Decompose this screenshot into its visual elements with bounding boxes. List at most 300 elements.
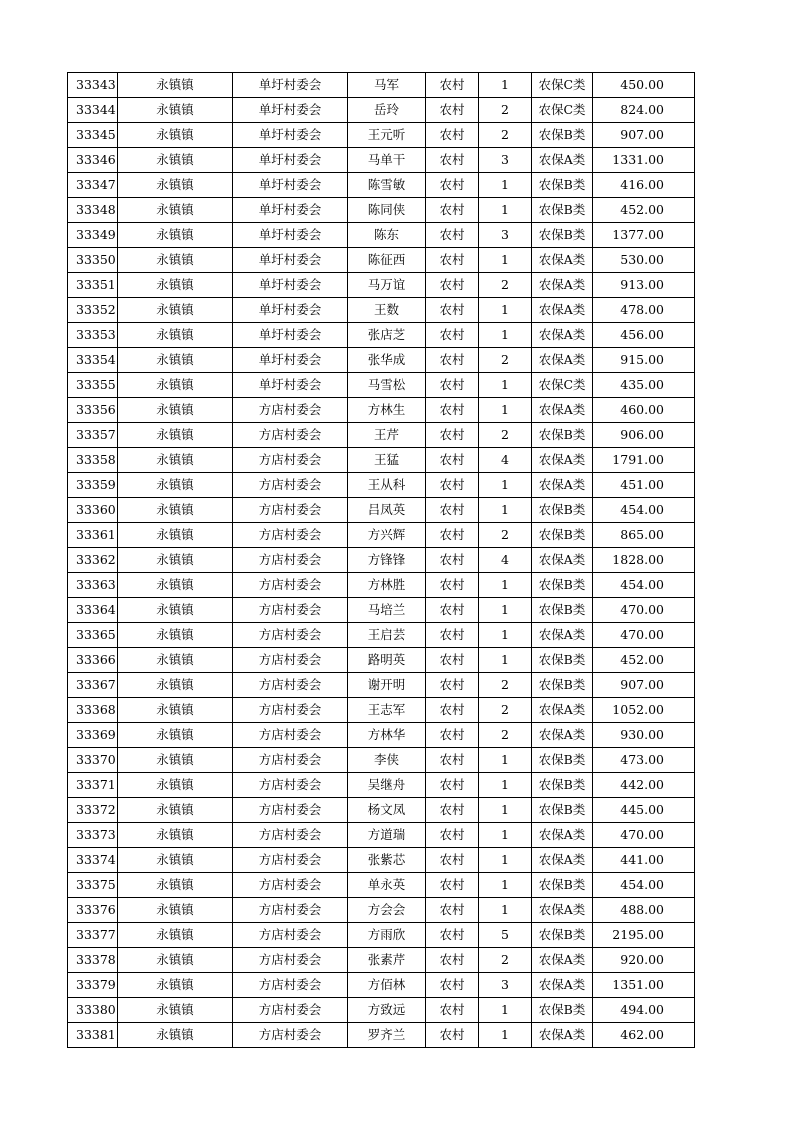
record-id-cell: 33372 (68, 798, 118, 823)
amount-cell: 435.00 (593, 373, 695, 398)
village-committee-cell: 单圩村委会 (233, 248, 348, 273)
record-id-cell: 33369 (68, 723, 118, 748)
family-size-cell: 2 (479, 98, 532, 123)
record-id-cell: 33366 (68, 648, 118, 673)
village-committee-cell: 方店村委会 (233, 923, 348, 948)
insurance-category-cell: 农保B类 (532, 998, 593, 1023)
family-size-cell: 2 (479, 348, 532, 373)
township-cell: 永镇镇 (118, 423, 233, 448)
family-size-cell: 1 (479, 298, 532, 323)
person-name-cell: 王猛 (348, 448, 426, 473)
household-type-cell: 农村 (426, 848, 479, 873)
village-committee-cell: 方店村委会 (233, 648, 348, 673)
insurance-category-cell: 农保A类 (532, 448, 593, 473)
amount-cell: 1351.00 (593, 973, 695, 998)
household-type-cell: 农村 (426, 523, 479, 548)
table-row (68, 773, 695, 798)
person-name-cell: 方雨欣 (348, 923, 426, 948)
insurance-category-cell: 农保B类 (532, 223, 593, 248)
record-id-cell: 33379 (68, 973, 118, 998)
family-size-cell: 3 (479, 973, 532, 998)
village-committee-cell: 方店村委会 (233, 898, 348, 923)
family-size-cell: 1 (479, 873, 532, 898)
village-committee-cell: 方店村委会 (233, 398, 348, 423)
table-row (68, 898, 695, 923)
table-row (68, 473, 695, 498)
record-id-cell: 33376 (68, 898, 118, 923)
amount-cell: 454.00 (593, 573, 695, 598)
household-type-cell: 农村 (426, 448, 479, 473)
amount-cell: 1052.00 (593, 698, 695, 723)
person-name-cell: 谢开明 (348, 673, 426, 698)
family-size-cell: 1 (479, 623, 532, 648)
family-size-cell: 2 (479, 673, 532, 698)
insurance-category-cell: 农保B类 (532, 748, 593, 773)
person-name-cell: 李侠 (348, 748, 426, 773)
record-id-cell: 33347 (68, 173, 118, 198)
village-committee-cell: 方店村委会 (233, 523, 348, 548)
record-id-cell: 33345 (68, 123, 118, 148)
family-size-cell: 2 (479, 723, 532, 748)
table-row (68, 998, 695, 1023)
insurance-category-cell: 农保A类 (532, 723, 593, 748)
amount-cell: 906.00 (593, 423, 695, 448)
family-size-cell: 4 (479, 548, 532, 573)
person-name-cell: 马万谊 (348, 273, 426, 298)
table-row (68, 598, 695, 623)
amount-cell: 470.00 (593, 823, 695, 848)
insurance-category-cell: 农保A类 (532, 398, 593, 423)
insurance-category-cell: 农保B类 (532, 573, 593, 598)
amount-cell: 452.00 (593, 648, 695, 673)
insurance-category-cell: 农保A类 (532, 823, 593, 848)
township-cell: 永镇镇 (118, 923, 233, 948)
family-size-cell: 1 (479, 748, 532, 773)
record-id-cell: 33371 (68, 773, 118, 798)
table-row (68, 223, 695, 248)
record-id-cell: 33343 (68, 73, 118, 98)
insurance-category-cell: 农保B类 (532, 648, 593, 673)
household-type-cell: 农村 (426, 473, 479, 498)
table-row (68, 523, 695, 548)
household-type-cell: 农村 (426, 373, 479, 398)
amount-cell: 530.00 (593, 248, 695, 273)
village-committee-cell: 方店村委会 (233, 998, 348, 1023)
table-row (68, 148, 695, 173)
township-cell: 永镇镇 (118, 898, 233, 923)
family-size-cell: 1 (479, 898, 532, 923)
township-cell: 永镇镇 (118, 223, 233, 248)
record-id-cell: 33346 (68, 148, 118, 173)
insurance-category-cell: 农保A类 (532, 848, 593, 873)
household-type-cell: 农村 (426, 98, 479, 123)
village-committee-cell: 方店村委会 (233, 498, 348, 523)
record-id-cell: 33354 (68, 348, 118, 373)
village-committee-cell: 方店村委会 (233, 723, 348, 748)
household-type-cell: 农村 (426, 748, 479, 773)
township-cell: 永镇镇 (118, 373, 233, 398)
insurance-category-cell: 农保C类 (532, 73, 593, 98)
village-committee-cell: 方店村委会 (233, 873, 348, 898)
insurance-category-cell: 农保A类 (532, 473, 593, 498)
table-row (68, 698, 695, 723)
record-id-cell: 33355 (68, 373, 118, 398)
insurance-category-cell: 农保C类 (532, 98, 593, 123)
township-cell: 永镇镇 (118, 648, 233, 673)
family-size-cell: 5 (479, 923, 532, 948)
record-id-cell: 33360 (68, 498, 118, 523)
record-id-cell: 33367 (68, 673, 118, 698)
household-type-cell: 农村 (426, 398, 479, 423)
family-size-cell: 1 (479, 498, 532, 523)
person-name-cell: 张素芹 (348, 948, 426, 973)
household-type-cell: 农村 (426, 1023, 479, 1048)
table-row (68, 173, 695, 198)
township-cell: 永镇镇 (118, 298, 233, 323)
village-committee-cell: 方店村委会 (233, 823, 348, 848)
table-row (68, 398, 695, 423)
insurance-category-cell: 农保B类 (532, 598, 593, 623)
household-type-cell: 农村 (426, 948, 479, 973)
person-name-cell: 方林生 (348, 398, 426, 423)
township-cell: 永镇镇 (118, 598, 233, 623)
record-id-cell: 33364 (68, 598, 118, 623)
township-cell: 永镇镇 (118, 548, 233, 573)
table-body (68, 73, 695, 1048)
township-cell: 永镇镇 (118, 1023, 233, 1048)
amount-cell: 907.00 (593, 123, 695, 148)
record-id-cell: 33373 (68, 823, 118, 848)
table-row (68, 423, 695, 448)
person-name-cell: 方道瑞 (348, 823, 426, 848)
amount-cell: 478.00 (593, 298, 695, 323)
person-name-cell: 张华成 (348, 348, 426, 373)
amount-cell: 470.00 (593, 623, 695, 648)
township-cell: 永镇镇 (118, 698, 233, 723)
household-type-cell: 农村 (426, 148, 479, 173)
amount-cell: 907.00 (593, 673, 695, 698)
table-row (68, 673, 695, 698)
township-cell: 永镇镇 (118, 248, 233, 273)
township-cell: 永镇镇 (118, 148, 233, 173)
family-size-cell: 2 (479, 423, 532, 448)
record-id-cell: 33374 (68, 848, 118, 873)
village-committee-cell: 方店村委会 (233, 473, 348, 498)
household-type-cell: 农村 (426, 198, 479, 223)
record-id-cell: 33348 (68, 198, 118, 223)
family-size-cell: 1 (479, 573, 532, 598)
person-name-cell: 方佰林 (348, 973, 426, 998)
township-cell: 永镇镇 (118, 123, 233, 148)
household-type-cell: 农村 (426, 598, 479, 623)
household-type-cell: 农村 (426, 173, 479, 198)
record-id-cell: 33349 (68, 223, 118, 248)
record-id-cell: 33370 (68, 748, 118, 773)
village-committee-cell: 方店村委会 (233, 773, 348, 798)
record-id-cell: 33358 (68, 448, 118, 473)
person-name-cell: 马军 (348, 73, 426, 98)
household-type-cell: 农村 (426, 298, 479, 323)
person-name-cell: 马培兰 (348, 598, 426, 623)
township-cell: 永镇镇 (118, 823, 233, 848)
person-name-cell: 陈征西 (348, 248, 426, 273)
household-type-cell: 农村 (426, 673, 479, 698)
township-cell: 永镇镇 (118, 848, 233, 873)
family-size-cell: 1 (479, 648, 532, 673)
amount-cell: 473.00 (593, 748, 695, 773)
record-id-cell: 33363 (68, 573, 118, 598)
table-row (68, 948, 695, 973)
township-cell: 永镇镇 (118, 973, 233, 998)
village-committee-cell: 单圩村委会 (233, 198, 348, 223)
village-committee-cell: 方店村委会 (233, 848, 348, 873)
township-cell: 永镇镇 (118, 273, 233, 298)
township-cell: 永镇镇 (118, 623, 233, 648)
table-row (68, 873, 695, 898)
township-cell: 永镇镇 (118, 448, 233, 473)
amount-cell: 1377.00 (593, 223, 695, 248)
person-name-cell: 张店芝 (348, 323, 426, 348)
insurance-category-cell: 农保A类 (532, 323, 593, 348)
person-name-cell: 王从科 (348, 473, 426, 498)
family-size-cell: 1 (479, 248, 532, 273)
record-id-cell: 33361 (68, 523, 118, 548)
amount-cell: 450.00 (593, 73, 695, 98)
household-type-cell: 农村 (426, 73, 479, 98)
person-name-cell: 单永英 (348, 873, 426, 898)
record-id-cell: 33368 (68, 698, 118, 723)
insurance-category-cell: 农保B类 (532, 173, 593, 198)
person-name-cell: 方兴辉 (348, 523, 426, 548)
village-committee-cell: 单圩村委会 (233, 223, 348, 248)
household-type-cell: 农村 (426, 623, 479, 648)
record-id-cell: 33377 (68, 923, 118, 948)
table-row (68, 123, 695, 148)
village-committee-cell: 方店村委会 (233, 448, 348, 473)
table-row (68, 648, 695, 673)
insurance-category-cell: 农保A类 (532, 698, 593, 723)
amount-cell: 930.00 (593, 723, 695, 748)
family-size-cell: 1 (479, 473, 532, 498)
village-committee-cell: 单圩村委会 (233, 348, 348, 373)
household-type-cell: 农村 (426, 798, 479, 823)
amount-cell: 460.00 (593, 398, 695, 423)
township-cell: 永镇镇 (118, 748, 233, 773)
insurance-category-cell: 农保A类 (532, 548, 593, 573)
insurance-category-cell: 农保B类 (532, 798, 593, 823)
household-type-cell: 农村 (426, 348, 479, 373)
table-row (68, 498, 695, 523)
person-name-cell: 岳玲 (348, 98, 426, 123)
township-cell: 永镇镇 (118, 73, 233, 98)
record-id-cell: 33350 (68, 248, 118, 273)
record-id-cell: 33344 (68, 98, 118, 123)
amount-cell: 470.00 (593, 598, 695, 623)
amount-cell: 865.00 (593, 523, 695, 548)
person-name-cell: 王启芸 (348, 623, 426, 648)
village-committee-cell: 单圩村委会 (233, 173, 348, 198)
family-size-cell: 3 (479, 223, 532, 248)
insurance-category-cell: 农保B类 (532, 523, 593, 548)
person-name-cell: 马雪松 (348, 373, 426, 398)
record-id-cell: 33375 (68, 873, 118, 898)
family-size-cell: 1 (479, 773, 532, 798)
insurance-category-cell: 农保B类 (532, 198, 593, 223)
township-cell: 永镇镇 (118, 873, 233, 898)
family-size-cell: 4 (479, 448, 532, 473)
person-name-cell: 方会会 (348, 898, 426, 923)
person-name-cell: 王数 (348, 298, 426, 323)
record-id-cell: 33359 (68, 473, 118, 498)
amount-cell: 454.00 (593, 873, 695, 898)
amount-cell: 456.00 (593, 323, 695, 348)
table-row (68, 373, 695, 398)
amount-cell: 462.00 (593, 1023, 695, 1048)
household-type-cell: 农村 (426, 973, 479, 998)
village-committee-cell: 方店村委会 (233, 548, 348, 573)
township-cell: 永镇镇 (118, 98, 233, 123)
household-type-cell: 农村 (426, 248, 479, 273)
township-cell: 永镇镇 (118, 473, 233, 498)
insurance-category-cell: 农保C类 (532, 373, 593, 398)
table-row (68, 348, 695, 373)
township-cell: 永镇镇 (118, 573, 233, 598)
village-committee-cell: 方店村委会 (233, 623, 348, 648)
insurance-category-cell: 农保A类 (532, 898, 593, 923)
township-cell: 永镇镇 (118, 173, 233, 198)
township-cell: 永镇镇 (118, 773, 233, 798)
village-committee-cell: 方店村委会 (233, 948, 348, 973)
village-committee-cell: 单圩村委会 (233, 148, 348, 173)
table-row (68, 848, 695, 873)
amount-cell: 920.00 (593, 948, 695, 973)
person-name-cell: 马单干 (348, 148, 426, 173)
table-row (68, 823, 695, 848)
insurance-category-cell: 农保A类 (532, 298, 593, 323)
insurance-category-cell: 农保A类 (532, 148, 593, 173)
table-row (68, 973, 695, 998)
person-name-cell: 方林胜 (348, 573, 426, 598)
table-row (68, 548, 695, 573)
table-row (68, 923, 695, 948)
record-id-cell: 33381 (68, 1023, 118, 1048)
family-size-cell: 1 (479, 798, 532, 823)
insurance-category-cell: 农保B类 (532, 423, 593, 448)
village-committee-cell: 方店村委会 (233, 798, 348, 823)
household-type-cell: 农村 (426, 573, 479, 598)
village-committee-cell: 单圩村委会 (233, 373, 348, 398)
table-row (68, 198, 695, 223)
insurance-category-cell: 农保B类 (532, 673, 593, 698)
household-type-cell: 农村 (426, 273, 479, 298)
person-name-cell: 方林华 (348, 723, 426, 748)
table-row (68, 323, 695, 348)
benefit-table (67, 72, 695, 1048)
village-committee-cell: 方店村委会 (233, 973, 348, 998)
person-name-cell: 王芹 (348, 423, 426, 448)
family-size-cell: 1 (479, 598, 532, 623)
table-row (68, 448, 695, 473)
record-id-cell: 33356 (68, 398, 118, 423)
table-row (68, 723, 695, 748)
household-type-cell: 农村 (426, 998, 479, 1023)
family-size-cell: 1 (479, 323, 532, 348)
amount-cell: 824.00 (593, 98, 695, 123)
household-type-cell: 农村 (426, 123, 479, 148)
insurance-category-cell: 农保A类 (532, 348, 593, 373)
family-size-cell: 1 (479, 1023, 532, 1048)
township-cell: 永镇镇 (118, 948, 233, 973)
insurance-category-cell: 农保A类 (532, 1023, 593, 1048)
record-id-cell: 33357 (68, 423, 118, 448)
person-name-cell: 杨文凤 (348, 798, 426, 823)
household-type-cell: 农村 (426, 723, 479, 748)
person-name-cell: 吕凤英 (348, 498, 426, 523)
amount-cell: 441.00 (593, 848, 695, 873)
amount-cell: 454.00 (593, 498, 695, 523)
family-size-cell: 2 (479, 698, 532, 723)
insurance-category-cell: 农保B类 (532, 498, 593, 523)
village-committee-cell: 方店村委会 (233, 698, 348, 723)
record-id-cell: 33380 (68, 998, 118, 1023)
table-row (68, 798, 695, 823)
household-type-cell: 农村 (426, 323, 479, 348)
household-type-cell: 农村 (426, 423, 479, 448)
household-type-cell: 农村 (426, 648, 479, 673)
table-row (68, 73, 695, 98)
amount-cell: 445.00 (593, 798, 695, 823)
amount-cell: 442.00 (593, 773, 695, 798)
household-type-cell: 农村 (426, 698, 479, 723)
household-type-cell: 农村 (426, 498, 479, 523)
family-size-cell: 1 (479, 373, 532, 398)
person-name-cell: 王志军 (348, 698, 426, 723)
amount-cell: 452.00 (593, 198, 695, 223)
insurance-category-cell: 农保B类 (532, 773, 593, 798)
village-committee-cell: 单圩村委会 (233, 298, 348, 323)
person-name-cell: 陈雪敏 (348, 173, 426, 198)
village-committee-cell: 方店村委会 (233, 423, 348, 448)
family-size-cell: 3 (479, 148, 532, 173)
township-cell: 永镇镇 (118, 523, 233, 548)
insurance-category-cell: 农保A类 (532, 248, 593, 273)
person-name-cell: 方锋锋 (348, 548, 426, 573)
household-type-cell: 农村 (426, 823, 479, 848)
household-type-cell: 农村 (426, 923, 479, 948)
table-row (68, 273, 695, 298)
amount-cell: 488.00 (593, 898, 695, 923)
record-id-cell: 33352 (68, 298, 118, 323)
person-name-cell: 张紫芯 (348, 848, 426, 873)
family-size-cell: 2 (479, 273, 532, 298)
insurance-category-cell: 农保B类 (532, 873, 593, 898)
table-row (68, 298, 695, 323)
amount-cell: 913.00 (593, 273, 695, 298)
village-committee-cell: 方店村委会 (233, 748, 348, 773)
person-name-cell: 路明英 (348, 648, 426, 673)
village-committee-cell: 方店村委会 (233, 673, 348, 698)
village-committee-cell: 单圩村委会 (233, 273, 348, 298)
household-type-cell: 农村 (426, 548, 479, 573)
township-cell: 永镇镇 (118, 673, 233, 698)
village-committee-cell: 单圩村委会 (233, 73, 348, 98)
table-row (68, 573, 695, 598)
amount-cell: 1791.00 (593, 448, 695, 473)
township-cell: 永镇镇 (118, 798, 233, 823)
household-type-cell: 农村 (426, 898, 479, 923)
household-type-cell: 农村 (426, 873, 479, 898)
insurance-category-cell: 农保A类 (532, 948, 593, 973)
